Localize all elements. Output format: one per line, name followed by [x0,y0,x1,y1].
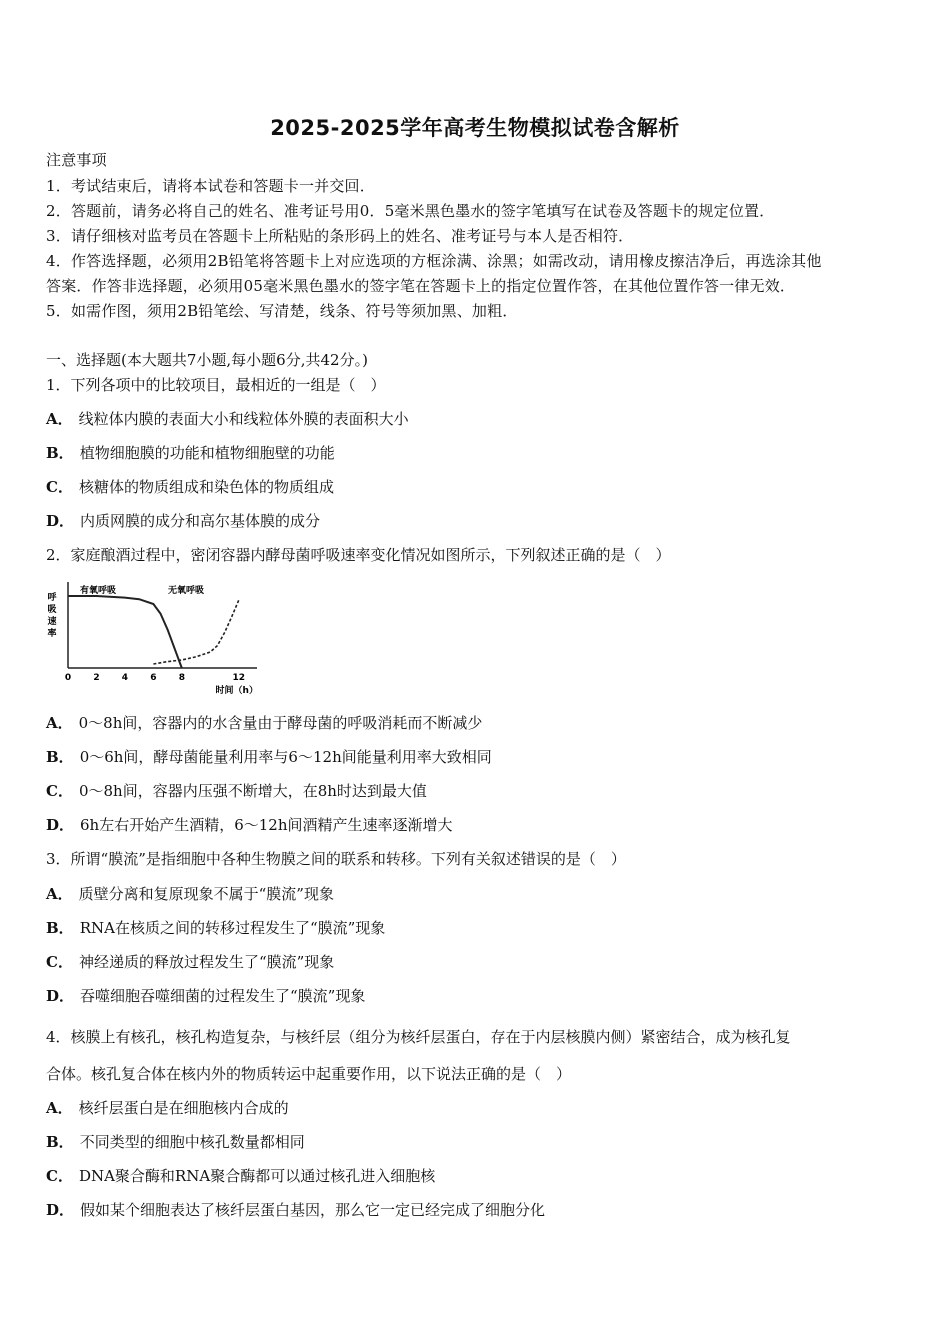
notice-item-4-cont: 答案．作答非选择题，必须用05毫米黑色墨水的签字笔在答题卡上的指定位置作答，在其他位置作答一律无效． [46,277,796,295]
option-text: DNA聚合酶和RNA聚合酶都可以通过核孔进入细胞核 [78,1167,436,1185]
option-label: A． [46,714,73,732]
anaerobic-respiration-line [153,600,238,664]
question-3-stem: 3．所谓“膜流”是指细胞中各种生物膜之间的联系和转移。下列有关叙述错误的是（ ） [46,850,626,868]
question-1-option-c [46,477,334,497]
option-label: C． [46,478,73,496]
x-tick-label: 2 [93,673,100,683]
notice-item-3: 3．请仔细核对监考员在答题卡上所粘贴的条形码上的姓名、准考证号与本人是否相符． [46,227,634,245]
question-3-option-a [46,884,334,904]
notice-item-1: 1．考试结束后，请将本试卷和答题卡一并交回． [46,177,375,195]
option-label: D． [46,512,75,530]
question-4-option-d [46,1200,545,1220]
option-text: 6h左右开始产生酒精，6～12h间酒精产生速率逐渐增大 [80,816,453,834]
option-text: 核纤层蛋白是在细胞核内合成的 [78,1099,289,1117]
option-label: D． [46,987,75,1005]
option-label: C． [46,1167,73,1185]
option-text: 神经递质的释放过程发生了“膜流”现象 [78,953,335,971]
respiration-chart-svg [44,576,259,700]
option-text: 质壁分离和复原现象不属于“膜流”现象 [78,885,334,903]
option-label: B． [46,444,74,462]
option-text: 0～8h间，容器内压强不断增大，在8h时达到最大值 [78,782,427,800]
y-axis-label-char: 呼 [47,593,57,603]
question-1-option-a [46,409,409,429]
question-3-option-d [46,986,365,1006]
aerobic-respiration-label: 有氧呼吸 [80,586,117,596]
y-axis-label-char: 吸 [47,605,57,615]
option-text: 植物细胞膜的功能和植物细胞壁的功能 [79,444,335,462]
x-tick-label: 0 [64,673,72,683]
question-2-option-c [46,781,427,801]
option-text: 不同类型的细胞中核孔数量都相同 [79,1133,305,1151]
question-2-option-b [46,747,492,767]
y-axis-label-char: 率 [47,629,57,639]
question-4-stem: 4．核膜上有核孔，核孔构造复杂，与核纤层（组分为核纤层蛋白，存在于内层核膜内侧）紧密结合，成为核孔复 [46,1028,791,1046]
question-2-option-a [46,713,482,733]
option-text: 内质网膜的成分和高尔基体膜的成分 [80,512,321,530]
question-1-option-b [46,443,335,463]
x-tick-label: 4 [121,673,129,683]
question-4-option-a [46,1098,289,1118]
option-label: A． [46,410,73,428]
aerobic-respiration-line [68,596,182,668]
question-4-option-c [46,1166,435,1186]
x-tick-label: 8 [178,673,185,683]
x-tick-label: 12 [232,673,246,683]
option-text: RNA在核质之间的转移过程发生了“膜流”现象 [79,919,386,937]
question-1-stem: 1．下列各项中的比较项目，最相近的一组是（ ） [46,376,386,394]
notice-item-5: 5．如需作图，须用2B铅笔绘、写清楚，线条、符号等须加黑、加粗． [46,302,518,320]
option-label: B． [46,919,74,937]
notice-item-4: 4．作答选择题，必须用2B铅笔将答题卡上对应选项的方框涂满、涂黑；如需改动，请用橡皮擦洁净后，再选涂其他 [46,252,822,270]
x-axis-label: 时间（h） [215,686,258,696]
section-heading: 一、选择题(本大题共7小题,每小题6分,共42分。) [46,351,368,369]
option-text: 吞噬细胞吞噬细菌的过程发生了“膜流”现象 [80,987,366,1005]
anaerobic-respiration-label: 无氧呼吸 [168,586,205,596]
option-label: C． [46,782,73,800]
option-label: D． [46,1201,75,1219]
x-tick-label: 6 [150,673,157,683]
option-label: B． [46,748,74,766]
option-label: A． [46,1099,73,1117]
page-title: 2025-2025学年高考生物模拟试卷含解析 [270,116,680,140]
option-label: B． [46,1133,74,1151]
respiration-chart [44,576,259,704]
question-2-option-d [46,815,453,835]
question-4-stem-cont: 合体。核孔复合体在核内外的物质转运中起重要作用，以下说法正确的是（ ） [46,1065,572,1083]
option-text: 0～6h间，酵母菌能量利用率与6～12h间能量利用率大致相同 [79,748,492,766]
question-1-option-d [46,511,320,531]
option-text: 线粒体内膜的表面大小和线粒体外膜的表面积大小 [78,410,409,428]
question-4-option-b [46,1132,305,1152]
notice-heading: 注意事项 [46,151,107,169]
option-text: 假如某个细胞表达了核纤层蛋白基因，那么它一定已经完成了细胞分化 [80,1201,546,1219]
option-text: 核糖体的物质组成和染色体的物质组成 [78,478,334,496]
question-3-option-c [46,952,334,972]
question-2-stem: 2．家庭酿酒过程中，密闭容器内酵母菌呼吸速率变化情况如图所示，下列叙述正确的是（ ） [46,546,671,564]
question-3-option-b [46,918,385,938]
y-axis-label-char: 速 [47,617,57,627]
option-label: A． [46,885,73,903]
notice-item-2: 2．答题前，请务必将自己的姓名、准考证号用0．5毫米黑色墨水的签字笔填写在试卷及答题卡的规定位置． [46,202,775,220]
option-label: D． [46,816,75,834]
option-text: 0～8h间，容器内的水含量由于酵母菌的呼吸消耗而不断减少 [78,714,483,732]
option-label: C． [46,953,73,971]
